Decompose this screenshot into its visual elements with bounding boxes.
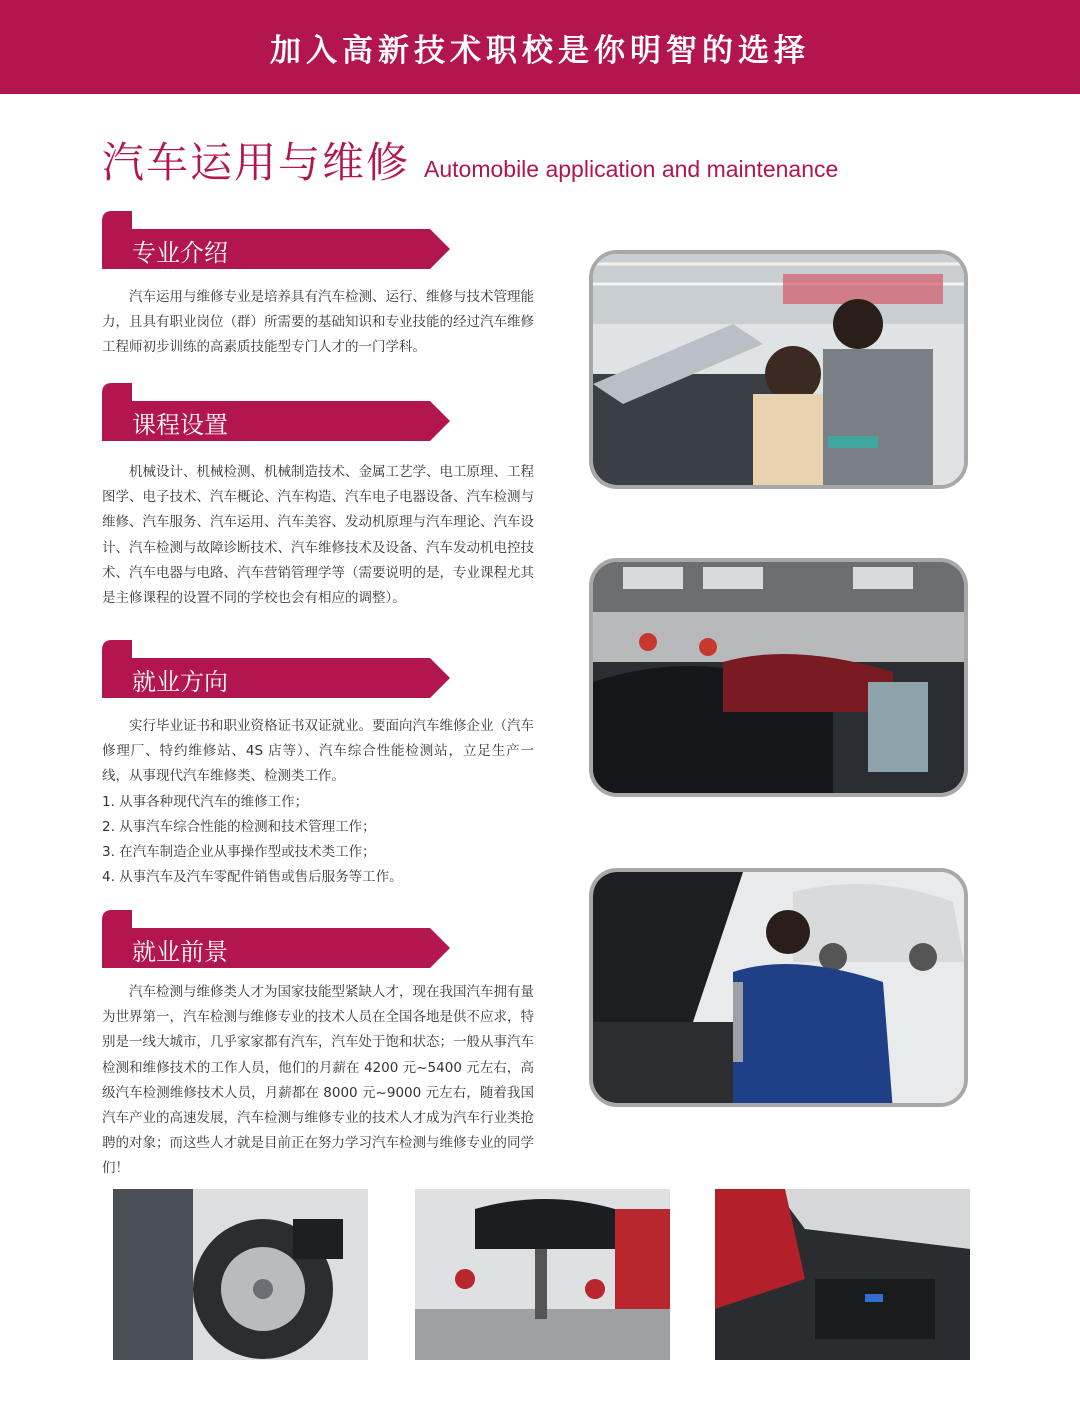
photo-consultation: [589, 250, 968, 489]
photo-engine-bay: [715, 1189, 970, 1360]
employment-direction-text: 实行毕业证书和职业资格证书双证就业。要面向汽车维修企业（汽车修理厂、特约维修站、4S 店等）、汽车综合性能检测站，立足生产一线，从事现代汽车维修类、检测类工作。: [102, 718, 534, 785]
banner-slogan: 加入高新技术职校是你明智的选择: [270, 32, 810, 69]
page-title: [102, 130, 838, 190]
introduction-text: 汽车运用与维修专业是培养具有汽车检测、运行、维修与技术管理能力，且具有职业岗位（群）所需要的基础知识和专业技能的经过汽车维修工程师初步训练的高素质技能型专门人才的一门学科。: [102, 289, 534, 356]
employment-direction-block: [102, 714, 534, 890]
prospects-text: 汽车检测与维修类人才为国家技能型紧缺人才，现在我国汽车拥有量为世界第一，汽车检测与维修专业的技术人员在全国各地是供不应求，特别是一线大城市，几乎家家都有汽车，汽车处于饱和状态；一般从事汽车检测和维修技术的工作人员，他们的月薪在 4200 元~5400 元左右，高级汽车检测维修技术人员，月薪都在 8000 元~9000 元左右，随着我国汽车产业的高速发展，汽车检测与维修专业的技术人才成为汽车行业类抢聘的对象；而这些人才就是目前正在努力学习汽车检测与维修专业的同学们！: [102, 984, 534, 1177]
section-heading-employment-direction: [102, 640, 450, 698]
section-heading-courses: [102, 383, 450, 441]
section-heading-prospects: [102, 910, 450, 968]
list-item: 4. 从事汽车及汽车零配件销售或售后服务等工作。: [102, 869, 403, 886]
page-title-chinese: 汽车运用与维修: [102, 138, 411, 187]
courses-text: 机械设计、机械检测、机械制造技术、金属工艺学、电工原理、工程图学、电子技术、汽车概论、汽车构造、汽车电子电器设备、汽车检测与维修、汽车服务、汽车运用、汽车美容、发动机原理与汽车理论、汽车设计、汽车检测与故障诊断技术、汽车维修技术及设备、汽车发动机电控技术、汽车电器与电路、汽车营销管理学等（需要说明的是，专业课程尤其是主修课程的设置不同的学校也会有相应的调整）。: [102, 464, 534, 607]
list-item: 3. 在汽车制造企业从事操作型或技术类工作；: [102, 844, 376, 861]
list-item: 1. 从事各种现代汽车的维修工作；: [102, 793, 309, 810]
page-title-english: Automobile application and maintenance: [424, 156, 839, 182]
photo-tire-change: [113, 1189, 368, 1360]
section-heading-label: 课程设置: [132, 411, 228, 439]
section-heading-label: 专业介绍: [132, 239, 228, 267]
section-heading-label: 就业前景: [132, 938, 228, 966]
top-banner: [0, 0, 1080, 94]
photo-mechanic-engine: [589, 868, 968, 1107]
list-item: 2. 从事汽车综合性能的检测和技术管理工作；: [102, 818, 376, 835]
photo-car-on-lift: [415, 1189, 670, 1360]
section-heading-introduction: [102, 211, 450, 269]
photo-workshop-cars: [589, 558, 968, 797]
section-heading-label: 就业方向: [132, 668, 228, 696]
